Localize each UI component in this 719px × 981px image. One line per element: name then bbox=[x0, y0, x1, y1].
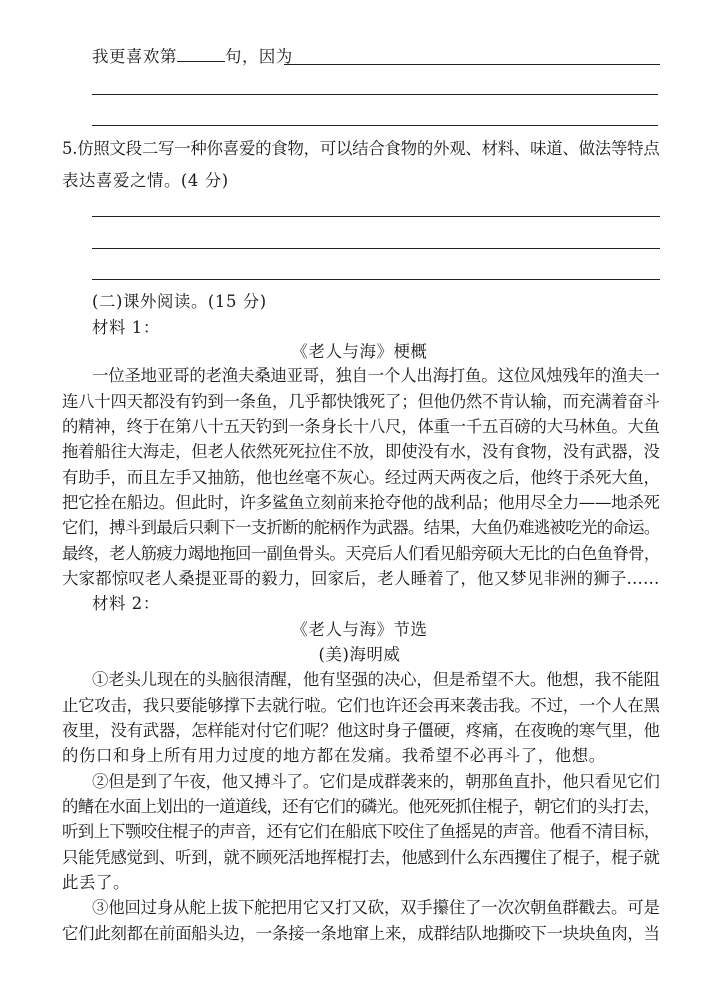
material2-title: 《老人与海》节选 bbox=[291, 620, 428, 639]
answer-rule[interactable] bbox=[92, 216, 660, 217]
material1-paragraph-line: 它们，搏斗到最后只剩下一支折断的舵柄作为武器。结果，大鱼仍难逃被吃光的命运。 bbox=[62, 518, 660, 537]
section-heading: (二)课外阅读。(15 分) bbox=[92, 292, 267, 311]
material2-author: (美)海明威 bbox=[318, 645, 401, 664]
material1-paragraph-line: 大家都惊叹老人桑提亚哥的毅力，回家后，老人睡着了，他又梦见非洲的狮子…… bbox=[62, 569, 660, 588]
q5-prompt-line2: 表达喜爱之情。(4 分) bbox=[62, 171, 229, 190]
answer-rule[interactable] bbox=[92, 94, 658, 95]
material2-paragraph-line: 的伤口和身上所有用力过度的地方都在发痛。我希望不必再斗了，他想。 bbox=[62, 746, 606, 765]
material1-paragraph-line: 把它拴在船边。但此时，许多鲨鱼立刻前来抢夺他的战利品；他用尽全力——地杀死 bbox=[62, 493, 660, 512]
answer-rule[interactable] bbox=[92, 279, 660, 280]
material2-paragraph-line: 它们此刻都在前面船头边，一条接一条地窜上来，成群结队地撕咬下一块块鱼肉，当 bbox=[62, 924, 660, 943]
material1-paragraph-line: 的精神，终于在第八十五天钓到一条身长十八尺，体重一千五百磅的大马林鱼。大鱼 bbox=[62, 417, 660, 436]
material1-paragraph-line: 一位圣地亚哥的老渔夫桑迪亚哥，独自一个人出海打鱼。这位风烛残年的渔夫一 bbox=[92, 366, 660, 385]
material1-label: 材料 1： bbox=[92, 318, 160, 337]
sentence-number-blank[interactable] bbox=[177, 47, 225, 62]
material2-paragraph-line: ①老头儿现在的头脑很清醒，他有坚强的决心，但是希望不大。他想，我不能阻 bbox=[92, 670, 660, 689]
material2-paragraph-line: ③他回过身从舵上拔下舵把用它又打又砍，双手攥住了一次次朝鱼群戳去。可是 bbox=[92, 898, 660, 917]
q4-reason-blank[interactable] bbox=[284, 64, 660, 65]
q4-answer-mid: 句，因为 bbox=[224, 47, 293, 66]
answer-rule[interactable] bbox=[92, 248, 660, 249]
material1-paragraph-line: 拖着船往大海走，但老人依然死死拉住不放，即使没有水，没有食物，没有武器，没 bbox=[62, 442, 660, 461]
q4-answer-line bbox=[92, 47, 293, 67]
material1-title: 《老人与海》梗概 bbox=[291, 342, 428, 361]
material1-paragraph-line: 最终，老人筋疲力竭地拖回一副鱼骨头。天亮后人们看见船旁硕大无比的白色鱼脊骨， bbox=[62, 544, 660, 563]
material2-label: 材料 2： bbox=[92, 594, 160, 613]
q4-answer-prefix: 我更喜欢第 bbox=[92, 47, 177, 66]
material2-paragraph-line: 此丢了。 bbox=[62, 873, 130, 892]
material2-paragraph-line: 止它攻击，我只要能够撑下去就行啦。它们也许还会再来袭击我。不过，一个人在黑 bbox=[62, 696, 660, 715]
material1-paragraph-line: 连八十四天都没有钓到一条鱼，几乎都快饿死了；但他仍然不肯认输，而充满着奋斗 bbox=[62, 392, 660, 411]
material2-paragraph-line: 的鳍在水面上划出的一道道线，还有它们的磷光。他死死抓住棍子，朝它们的头打去， bbox=[62, 797, 660, 816]
q5-prompt-line1: 5.仿照文段二写一种你喜爱的食物，可以结合食物的外观、材料、味道、做法等特点 bbox=[62, 139, 660, 158]
material2-paragraph-line: 听到上下颚咬住棍子的声音，还有它们在船底下咬住了鱼摇晃的声音。他看不清目标， bbox=[62, 822, 660, 841]
answer-rule[interactable] bbox=[92, 125, 658, 126]
material2-paragraph-line: 只能凭感觉到、听到，就不顾死活地挥棍打去，他感到什么东西攫住了棍子，棍子就 bbox=[62, 848, 660, 867]
material1-paragraph-line: 有助手，而且左手又抽筋，他也丝毫不灰心。经过两天两夜之后，他终于杀死大鱼， bbox=[62, 468, 660, 487]
material2-paragraph-line: 夜里，没有武器，怎样能对付它们呢？他这时身子僵硬，疼痛，在夜晚的寒气里，他 bbox=[62, 721, 660, 740]
material2-paragraph-line: ②但是到了午夜，他又搏斗了。它们是成群袭来的，朝那鱼直扑，他只看见它们 bbox=[92, 772, 660, 791]
